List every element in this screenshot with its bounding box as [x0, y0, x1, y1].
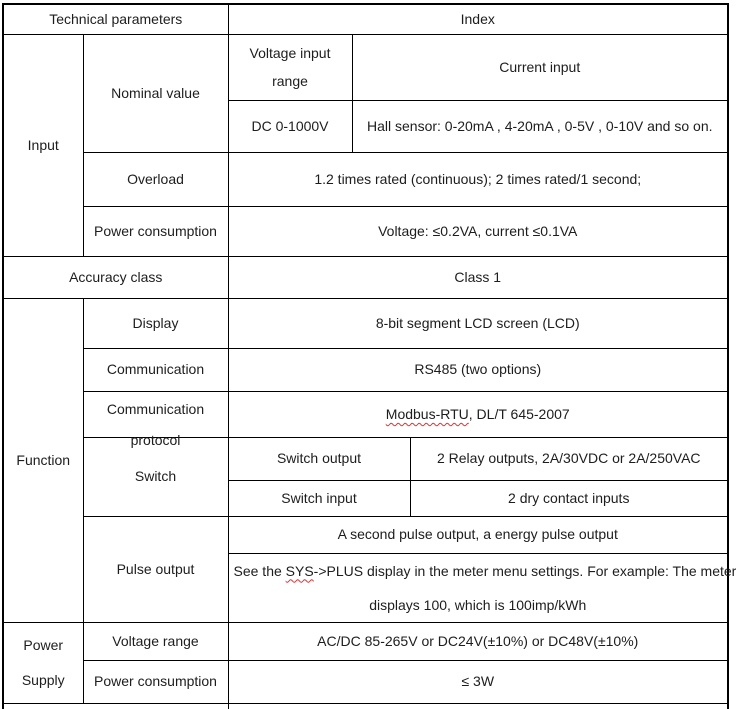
- voltage-range-row: [3, 622, 728, 660]
- protocol-row: [3, 391, 728, 437]
- cell-supply-power-value: ≤ 3W: [228, 660, 728, 703]
- cell-voltage-input-range: Voltage input range: [228, 34, 352, 100]
- cell-input-power-label: Power consumption: [83, 206, 228, 256]
- cell-pulse-value-2: [228, 553, 736, 622]
- nominal-row-1: [3, 34, 728, 100]
- cell-index: Index: [228, 4, 728, 34]
- cell-protocol-value: [228, 391, 728, 437]
- header-row: [3, 4, 728, 34]
- cell-overload-value: 1.2 times rated (continuous); 2 times rated/1 second;: [228, 152, 728, 206]
- cell-switch-output-value: 2 Relay outputs, 2A/30VDC or 2A/250VAC: [410, 437, 728, 480]
- technical-parameters-table: [2, 3, 736, 709]
- cell-supply-power-label: Power consumption: [83, 660, 228, 703]
- cell-power-supply-category: [3, 622, 83, 703]
- cell-voltage-value: DC 0-1000V: [228, 100, 352, 152]
- cell-communication-label: Communication: [83, 348, 228, 391]
- cell-accuracy-label: Accuracy class: [3, 256, 228, 298]
- cell-communication-value: RS485 (two options): [228, 348, 728, 391]
- cell-overload-label: Overload: [83, 152, 228, 206]
- cell-voltage-range-value: AC/DC 85-265V or DC24V(±10%) or DC48V(±10%): [228, 622, 728, 660]
- pulse-line1-sys: SYS: [285, 562, 314, 579]
- cell-voltage-range-label: Voltage range: [83, 622, 228, 660]
- cell-pulse-label: Pulse output: [83, 516, 228, 622]
- overload-row: [3, 152, 728, 206]
- cell-switch-label: Switch: [83, 437, 228, 516]
- protocol-label-line1: Communication: [106, 401, 205, 417]
- cell-input-power-value: Voltage: ≤0.2VA, current ≤0.1VA: [228, 206, 728, 256]
- switch-output-row: [3, 437, 728, 480]
- cell-switch-input-label: Switch input: [228, 480, 410, 516]
- cell-technical-parameters: Technical parameters: [3, 4, 228, 34]
- protocol-label-clip: [84, 392, 228, 448]
- supply-power-row: [3, 660, 728, 703]
- pulse-line1-post: ->PLUS display in the meter menu settings. For example: The meter: [313, 562, 736, 579]
- input-power-row: [3, 206, 728, 256]
- cell-current-value: Hall sensor: 0-20mA , 4-20mA , 0-5V , 0-10V and so on.: [352, 100, 728, 152]
- cell-current-input: Current input: [352, 34, 728, 100]
- cell-partial-right: [228, 703, 728, 709]
- cell-input-category: Input: [3, 34, 83, 256]
- pulse-row-1: [3, 516, 728, 553]
- cell-switch-output-label: Switch output: [228, 437, 410, 480]
- pulse-line1-pre: See the: [233, 562, 286, 579]
- protocol-value-modbus: Modbus-RTU: [385, 405, 469, 422]
- protocol-value-rest: , DL/T 645-2007: [468, 405, 570, 422]
- power-supply-line1: Power: [23, 636, 64, 653]
- cell-accuracy-value: Class 1: [228, 256, 728, 298]
- accuracy-row: [3, 256, 728, 298]
- cell-protocol-label: [83, 391, 228, 448]
- pulse-value-2-line1: [233, 554, 736, 588]
- partial-bottom-row: [3, 703, 728, 709]
- protocol-label-line2: protocol: [130, 432, 181, 448]
- cell-nominal-value: Nominal value: [83, 34, 228, 152]
- cell-partial-left: [3, 703, 228, 709]
- communication-row: [3, 348, 728, 391]
- power-supply-line2: Supply: [21, 671, 65, 688]
- pulse-value-2-line2: displays 100, which is 100imp/kWh: [369, 596, 587, 613]
- cell-function-category: Function: [3, 298, 83, 622]
- cell-display-value: 8-bit segment LCD screen (LCD): [228, 298, 728, 348]
- cell-switch-input-value: 2 dry contact inputs: [410, 480, 728, 516]
- cell-display-label: Display: [83, 298, 228, 348]
- display-row: [3, 298, 728, 348]
- cell-pulse-value-1: A second pulse output, a energy pulse output: [228, 516, 728, 553]
